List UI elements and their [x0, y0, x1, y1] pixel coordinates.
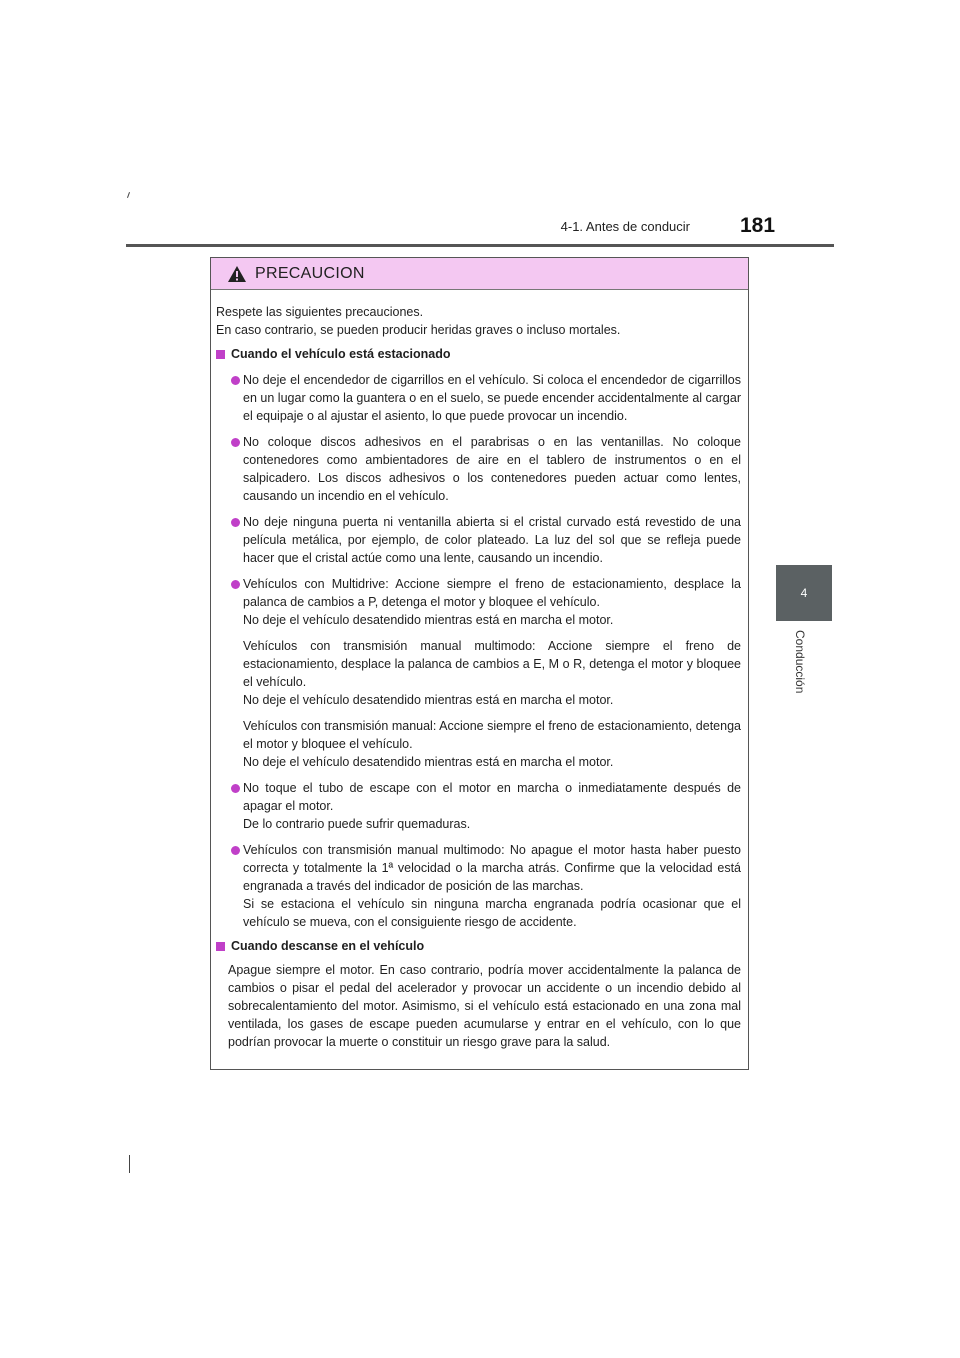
- section-heading-text: Cuando el vehículo está estacionado: [231, 347, 451, 361]
- warning-title: PRECAUCION: [255, 264, 365, 282]
- bullet-text: Si se estaciona el vehículo sin ninguna marcha engranada podría ocasionar que el vehículo se mueva, con el consiguiente riesgo de accidente.: [243, 897, 741, 929]
- bullet-text: No toque el tubo de escape con el motor en marcha o inmediatamente después de apagar el motor.: [243, 781, 741, 813]
- bullet-item: [216, 841, 741, 931]
- warning-header: [211, 258, 748, 290]
- bullet-text: Vehículos con transmisión manual multimodo: No apague el motor hasta haber puesto correcta y totalmente la 1ª velocidad o la marcha atrás. Confirme que la velocidad está engranada a través del indicador de posición de las marchas.: [243, 843, 741, 893]
- section-heading-text: Cuando descanse en el vehículo: [231, 939, 425, 953]
- chapter-label: Conducción: [793, 630, 807, 694]
- sub-paragraph-text: No deje el vehículo desatendido mientras está en marcha el motor.: [243, 693, 614, 707]
- round-bullet-icon: [231, 518, 240, 527]
- bullet-item: [216, 779, 741, 833]
- crop-mark: [127, 192, 130, 198]
- header-divider: [126, 244, 834, 247]
- bullet-text: No deje el vehículo desatendido mientras está en marcha el motor.: [243, 613, 614, 627]
- sub-paragraph: [216, 637, 741, 709]
- intro-line: Respete las siguientes precauciones.: [216, 305, 424, 319]
- bullet-text: No deje el encendedor de cigarrillos en el vehículo. Si coloca el encendedor de cigarrillos en un lugar como la guantera o en el suelo, se puede encender accidentalmente al cargar el equipaje o al ajustar el asiento, lo que puede provocar un incendio.: [243, 373, 741, 423]
- bullet-item: [216, 513, 741, 567]
- intro-line: En caso contrario, se pueden producir heridas graves o incluso mortales.: [216, 323, 621, 337]
- sub-paragraph-text: Vehículos con transmisión manual: Accione siempre el freno de estacionamiento, detenga el motor y bloquee el vehículo.: [243, 719, 741, 751]
- square-bullet-icon: [216, 942, 225, 951]
- chapter-number: 4: [800, 586, 808, 600]
- section-paragraph: [216, 961, 741, 1051]
- bullet-text: De lo contrario puede sufrir quemaduras.: [243, 817, 471, 831]
- sub-paragraph-text: Vehículos con transmisión manual multimodo: Accione siempre el freno de estacionamiento, desplace la palanca de cambios a E, M o R, detenga el motor y bloquee el vehículo.: [243, 639, 741, 689]
- bullet-text: No coloque discos adhesivos en el parabrisas o en las ventanillas. No coloque contenedores como ambientadores de aire en el tablero de instrumentos o en el salpicadero. Los discos adhesivos o los contenedores pueden actuar como lentes, causando un incendio en el vehículo.: [243, 435, 741, 503]
- round-bullet-icon: [231, 580, 240, 589]
- round-bullet-icon: [231, 438, 240, 447]
- chapter-tab: [776, 565, 832, 621]
- bullet-item: [216, 575, 741, 629]
- sub-paragraph: [216, 717, 741, 771]
- bullet-item: [216, 371, 741, 425]
- bullet-text: No deje ninguna puerta ni ventanilla abierta si el cristal curvado está revestido de una película metálica, por ejemplo, de color plateado. La luz del sol que se refleja puede hacer que el cristal actúe como una lente, causando un incendio.: [243, 515, 741, 565]
- warning-box: [210, 257, 749, 1070]
- bullet-text: Vehículos con Multidrive: Accione siempre el freno de estacionamiento, desplace la palanca de cambios a P, detenga el motor y bloquee el vehículo.: [243, 577, 741, 609]
- section-heading: [216, 937, 741, 955]
- page-number: 181: [740, 214, 776, 237]
- warning-body: [211, 290, 748, 1051]
- warning-intro: [216, 303, 741, 339]
- section-heading: [216, 345, 741, 363]
- bullet-item: [216, 433, 741, 505]
- warning-section: [216, 345, 741, 931]
- round-bullet-icon: [231, 376, 240, 385]
- round-bullet-icon: [231, 784, 240, 793]
- section-paragraph-text: Apague siempre el motor. En caso contrario, podría mover accidentalmente la palanca de cambios o pisar el pedal del acelerador y provocar un accidente o un incendio debido al sobrecalentamiento del motor. Asimismo, si el vehículo está estacionado en una zona mal ventilada, los gases de escape pueden acumularse y entrar en el vehículo, con lo que podrían provocar la muerte o constituir un riesgo grave para la salud.: [228, 963, 741, 1049]
- sub-paragraph-text: No deje el vehículo desatendido mientras está en marcha el motor.: [243, 755, 614, 769]
- square-bullet-icon: [216, 350, 225, 359]
- section-title: 4-1. Antes de conducir: [560, 219, 690, 234]
- crop-mark: [129, 1155, 130, 1173]
- round-bullet-icon: [231, 846, 240, 855]
- warning-section: [216, 937, 741, 1051]
- warning-triangle-icon: [227, 265, 247, 283]
